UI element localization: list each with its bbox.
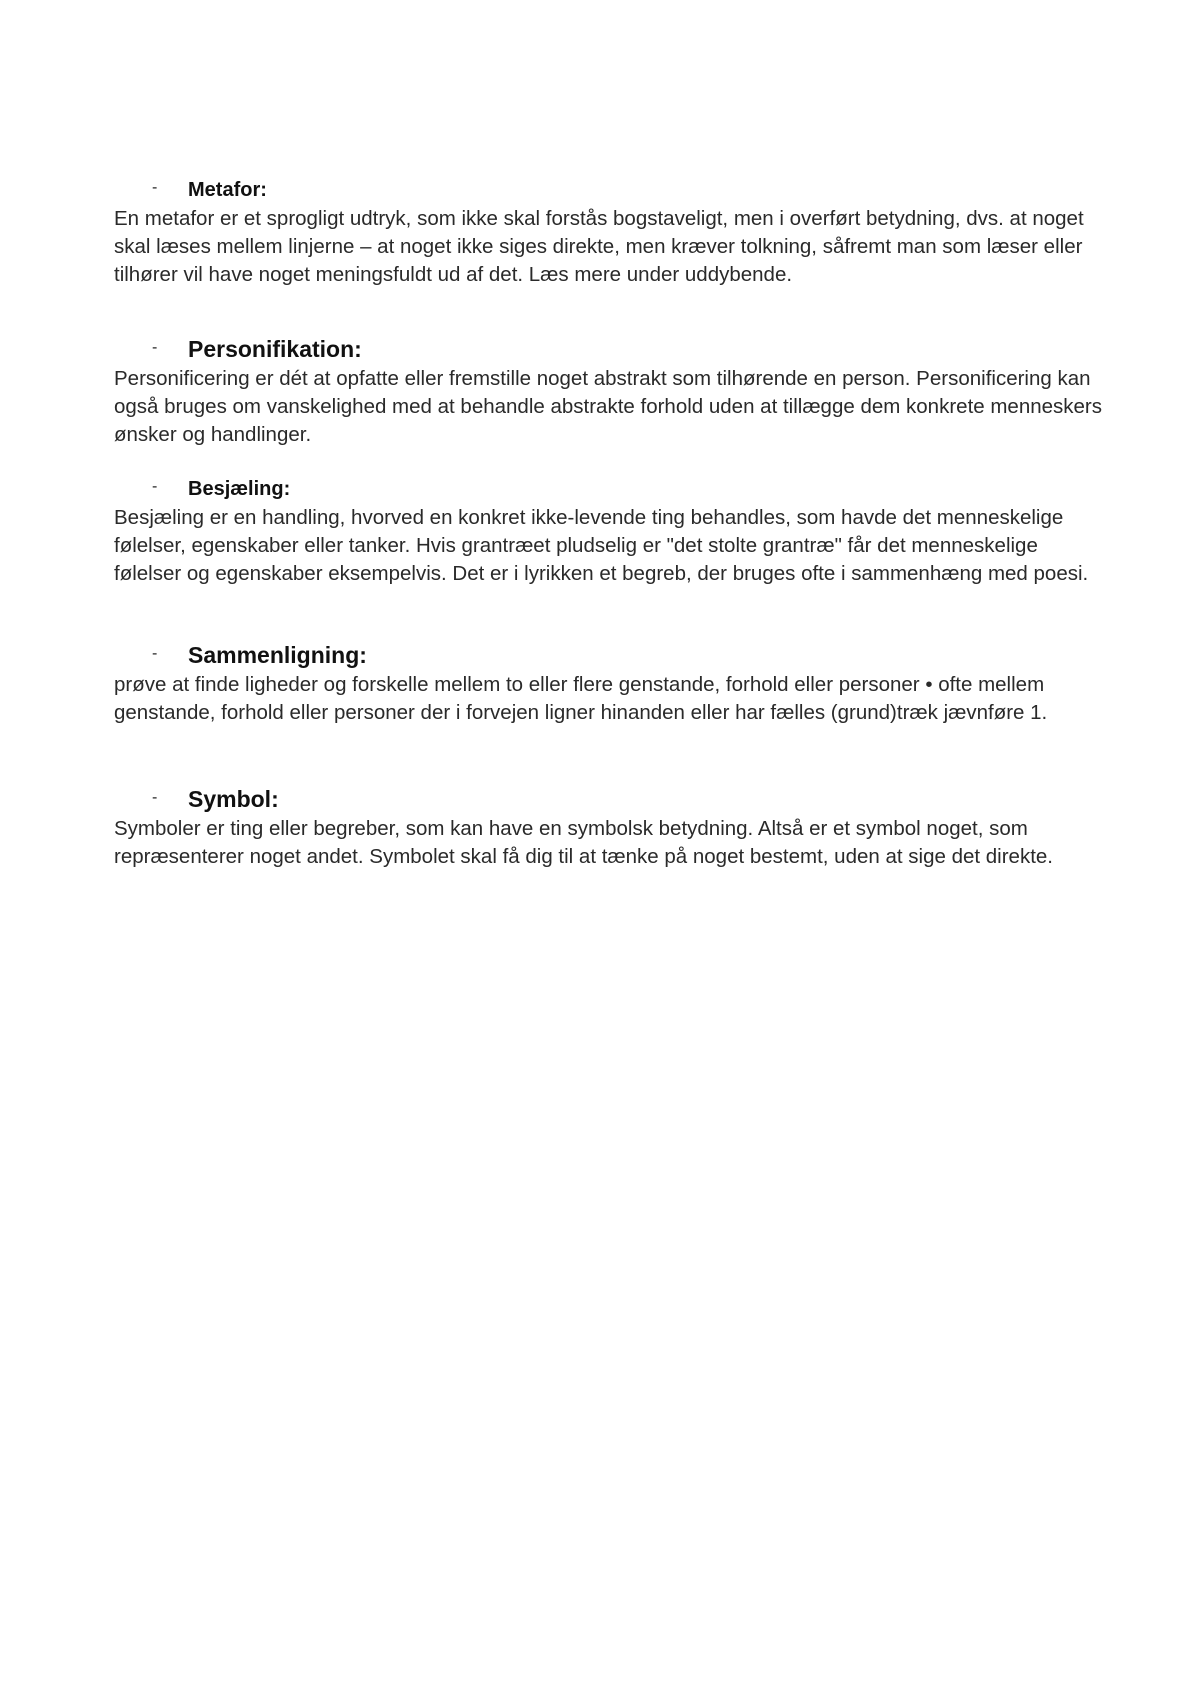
bullet-dash: -: [152, 645, 158, 662]
paragraph-personifikation: Personificering er dét at opfatte eller fremstille noget abstrakt som tilhørende en person. Personificering kan også bruges om vanskelighed med at behandle abstrakte forhold uden at tillægge dem konkrete menneskers ønsker og handlinger.: [114, 367, 1103, 446]
section-personifikation: [114, 335, 1104, 449]
heading-personifikation: Personifikation:: [188, 336, 362, 362]
section-metafor: [114, 175, 1104, 289]
bullet-dash: -: [152, 339, 158, 356]
heading-besjaeling: Besjæling:: [188, 478, 291, 500]
heading-sammenligning: Sammenligning:: [188, 642, 367, 668]
paragraph-metafor: En metafor er et sprogligt udtryk, som ikke skal forstås bogstaveligt, men i overført betydning, dvs. at noget skal læses mellem linjerne – at noget ikke siges direkte, men kræver tolkning, såfremt man som læser eller tilhører vil have noget meningsfuldt ud af det. Læs mere under uddybende.: [114, 207, 1084, 286]
paragraph-symbol: Symboler er ting eller begreber, som kan have en symbolsk betydning. Altså er et symbol noget, som repræsenterer noget andet. Symbolet skal få dig til at tænke på noget bestemt, uden at sige det direkte.: [114, 817, 1053, 868]
section-symbol: [114, 785, 1104, 871]
paragraph-sammenligning: prøve at finde ligheder og forskelle mellem to eller flere genstande, forhold eller personer • ofte mellem genstande, forhold eller personer der i forvejen ligner hinanden eller har fælles (grund)træk jævnføre 1.: [114, 673, 1048, 724]
section-heading: [114, 335, 1104, 365]
heading-metafor: Metafor:: [188, 179, 267, 201]
section-sammenligning: [114, 641, 1104, 727]
paragraph-besjaeling: Besjæling er en handling, hvorved en konkret ikke-levende ting behandles, som havde det menneskelige følelser, egenskaber eller tanker. Hvis grantræet pludselig er "det stolte grantræ" får det menneskelige følelser og egenskaber eksempelvis. Det er i lyrikken et begreb, der bruges ofte i sammenhæng med poesi.: [114, 506, 1089, 585]
section-heading: [114, 175, 1104, 205]
section-heading: [114, 785, 1104, 815]
section-heading: [114, 474, 1104, 504]
section-heading: [114, 641, 1104, 671]
bullet-dash: -: [152, 789, 158, 806]
section-besjaeling: [114, 474, 1104, 588]
heading-symbol: Symbol:: [188, 786, 279, 812]
bullet-dash: -: [152, 179, 158, 196]
bullet-dash: -: [152, 478, 158, 495]
